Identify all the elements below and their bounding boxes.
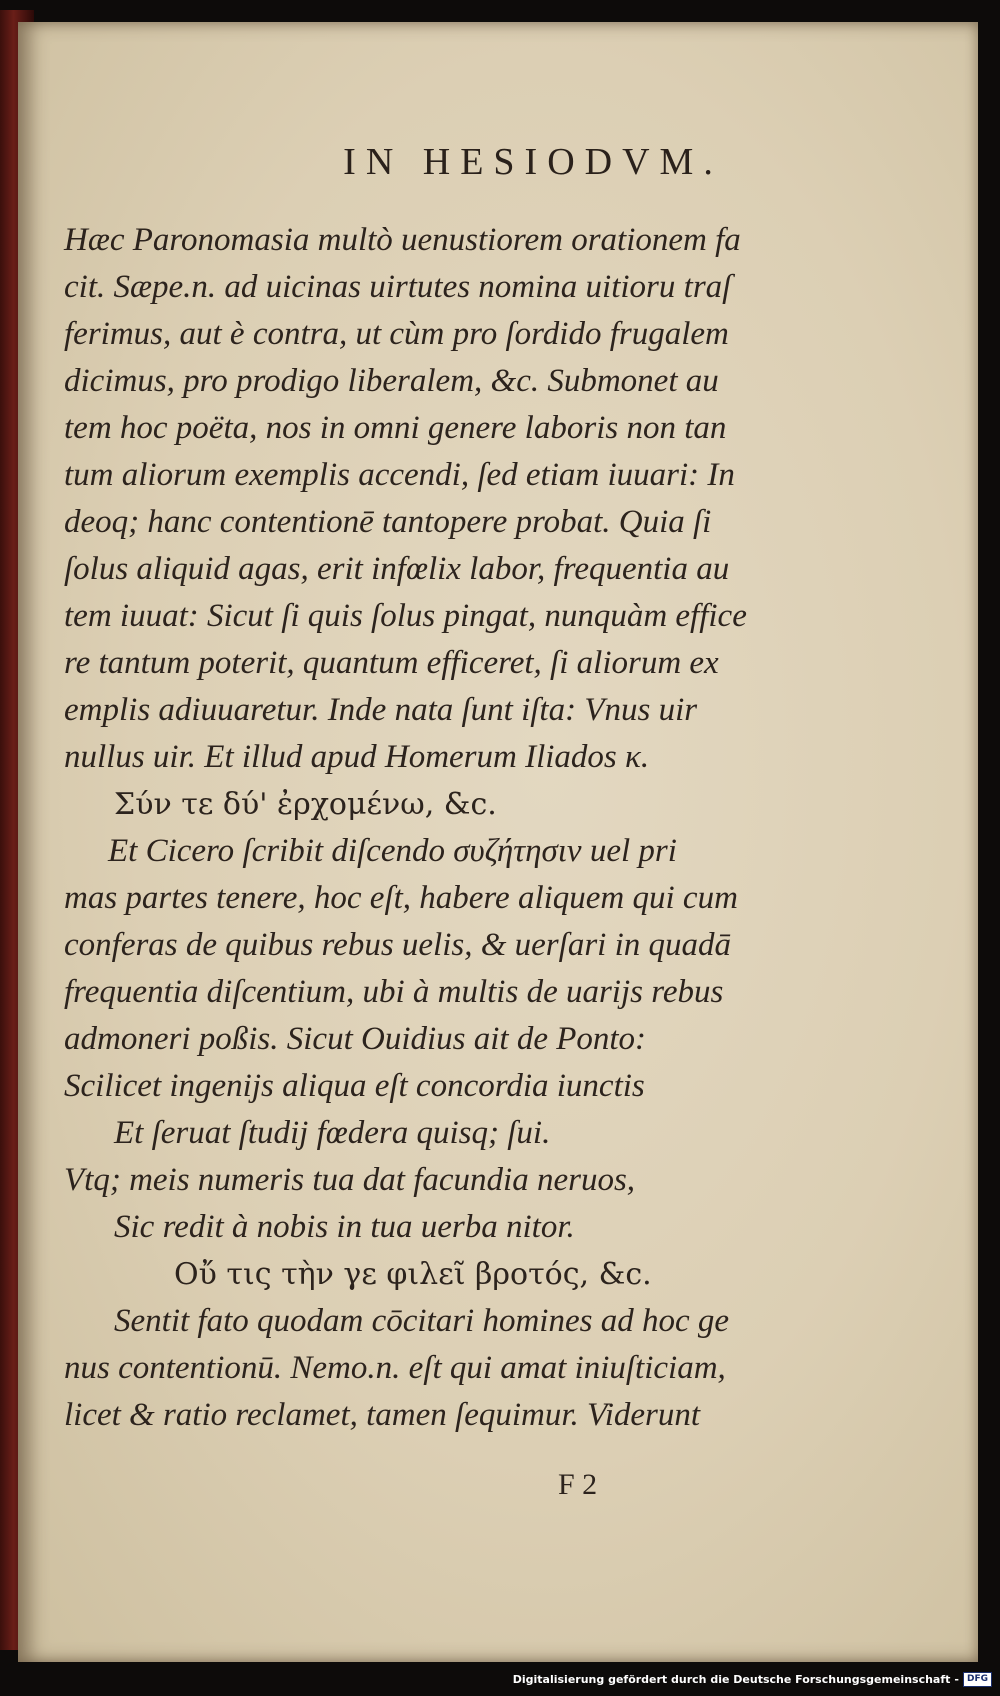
text-line: Scilicet ingenijs aliqua eſt concordia iunctis [64,1068,645,1104]
text-line: Sic redit à nobis in tua uerba nitor. [114,1209,575,1245]
text-line: admoneri poßis. Sicut Ouidius ait de Ponto: [64,1021,647,1057]
text-line: conferas de quibus rebus uelis, & uerſari in quadā [64,927,731,963]
text-line: dicimus, pro prodigo liberalem, &c. Submonet au [64,363,719,399]
running-head: IN HESIODVM. [343,141,723,183]
credit-text: Digitalisierung gefördert durch die Deutsche Forschungsgemeinschaft [512,1673,951,1686]
text-line: Et Cicero ſcribit diſcendo συζήτησιν uel pri [108,833,677,869]
text-line: Hæc Paronomasia multò uenustiorem orationem fa [64,222,741,258]
signature-mark: F 2 [558,1468,598,1501]
greek-quote-line: Οὔ τις τὴν γε φιλεῖ βροτός, &c. [174,1257,652,1292]
text-line: deoq; hanc contentionē tantopere probat. Quia ſi [64,504,712,540]
text-line: ferimus, aut è contra, ut cùm pro ſordido frugalem [64,316,729,352]
text-line: Sentit fato quodam cōcitari homines ad hoc ge [114,1303,729,1339]
text-line: nullus uir. Et illud apud Homerum Iliados κ. [64,739,650,775]
text-line: tum aliorum exemplis accendi, ſed etiam iuuari: In [64,457,735,493]
text-line: Vtq; meis numeris tua dat facundia neruos, [64,1162,636,1198]
text-line: Et ſeruat ſtudij fœdera quisq; ſui. [114,1115,551,1151]
text-line: mas partes tenere, hoc eſt, habere aliquem qui cum [64,880,738,916]
book-page [18,22,978,1662]
digitization-credit: Digitalisierung gefördert durch die Deutsche Forschungsgemeinschaft - DFG [513,1672,992,1687]
text-line: frequentia diſcentium, ubi à multis de uarijs rebus [64,974,724,1010]
text-line: cit. Sæpe.n. ad uicinas uirtutes nomina uitioru traſ [64,269,732,305]
text-line: tem hoc poëta, nos in omni genere laboris non tan [64,410,727,446]
text-line: emplis adiuuaretur. Inde nata ſunt iſta: Vnus uir [64,692,698,728]
text-line: re tantum poterit, quantum efficeret, ſi aliorum ex [64,645,719,681]
dfg-logo: DFG [963,1672,992,1687]
text-line: ſolus aliquid agas, erit infœlix labor, frequentia au [64,551,730,587]
greek-quote-line: Σύν τε δύ' ἐρχομένω, &c. [114,787,497,822]
text-line: licet & ratio reclamet, tamen ſequimur. Viderunt [64,1397,701,1433]
body-text [64,217,784,1439]
text-line: nus contentionū. Nemo.n. eſt qui amat iniuſticiam, [64,1350,726,1386]
text-line: tem iuuat: Sicut ſi quis ſolus pingat, nunquàm effice [64,598,747,634]
